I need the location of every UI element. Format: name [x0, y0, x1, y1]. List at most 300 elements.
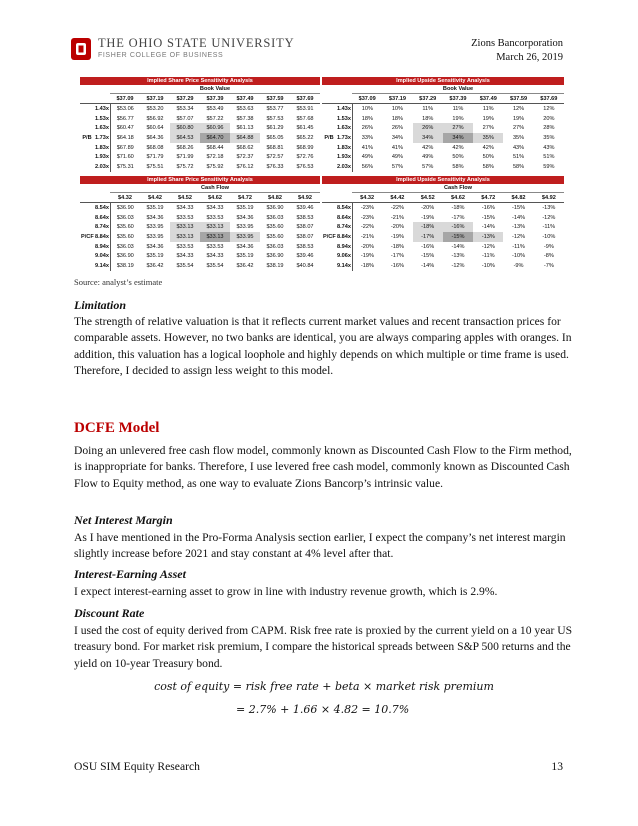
table-row — [80, 261, 320, 271]
table-axis-side-label: P/CF — [323, 233, 336, 240]
column-header: $4.32 — [352, 193, 382, 203]
table-cell: $35.60 — [266, 224, 284, 231]
table-cell: $68.08 — [146, 144, 164, 151]
table-cell: $36.03 — [116, 214, 134, 221]
table-cell: $61.13 — [236, 125, 254, 132]
table-row — [322, 242, 564, 252]
table-axis-side-label — [322, 222, 336, 232]
table-row — [80, 162, 320, 172]
table-cell: $36.90 — [266, 204, 284, 211]
table-cell: 43% — [512, 144, 525, 151]
table-cell: -11% — [542, 224, 556, 231]
sensitivity-grid — [80, 94, 320, 172]
table-row — [80, 123, 320, 133]
column-header: $4.32 — [110, 193, 140, 203]
table-axis-side-label — [322, 123, 336, 133]
table-cell: -14% — [512, 214, 526, 221]
table-cell: $56.77 — [116, 115, 134, 122]
table-cell: 49% — [422, 154, 434, 161]
table-cell: $61.45 — [296, 125, 314, 132]
table-row — [322, 114, 564, 124]
table-cell: $34.33 — [176, 204, 194, 211]
table-cell: $53.63 — [236, 105, 254, 112]
table-cell: 35% — [473, 133, 503, 143]
table-cell: 56% — [361, 163, 373, 170]
pb-price-sensitivity-table — [80, 77, 320, 172]
row-header: 8.74x — [337, 224, 351, 231]
table-cell: $76.33 — [266, 163, 284, 170]
table-cell: $72.37 — [236, 154, 254, 161]
row-header: 1.43x — [94, 104, 110, 114]
table-cell: -15% — [481, 214, 495, 221]
table-row — [322, 123, 564, 133]
table-cell: $72.57 — [266, 154, 284, 161]
interest-earning-asset-heading: Interest-Earning Asset — [74, 567, 186, 581]
table-axis-top-label: Cash Flow — [352, 184, 564, 193]
table-cell: 11% — [482, 105, 494, 112]
table-axis-side-label — [322, 261, 336, 271]
table-axis-side-label — [80, 242, 94, 252]
table-cell: 26% — [413, 123, 443, 133]
table-cell: $38.19 — [116, 262, 134, 269]
row-header: 9.14x — [337, 262, 351, 269]
table-corner-cell — [336, 193, 352, 203]
table-cell: $34.36 — [146, 214, 164, 221]
table-cell: -20% — [421, 204, 435, 211]
table-cell: $53.06 — [116, 105, 134, 112]
table-cell: $33.53 — [206, 243, 224, 250]
table-cell: 51% — [512, 154, 525, 161]
table-cell: -17% — [413, 232, 443, 242]
table-cell: -20% — [360, 243, 374, 250]
table-cell: $36.90 — [116, 204, 134, 211]
row-header: 1.83x — [95, 144, 109, 151]
table-cell: $60.47 — [116, 125, 134, 132]
table-cell: 18% — [391, 115, 404, 122]
table-title-band: Implied Upside Sensitivity Analysis — [322, 176, 564, 184]
table-cell: $56.92 — [146, 115, 164, 122]
table-cell: $71.60 — [116, 154, 134, 161]
table-row — [322, 251, 564, 261]
table-cell: $35.19 — [146, 204, 164, 211]
table-cell: 27% — [443, 123, 473, 133]
table-axis-side-label — [322, 152, 336, 162]
table-cell: $64.88 — [230, 133, 260, 143]
table-cell: $76.53 — [296, 163, 314, 170]
table-row — [80, 222, 320, 232]
table-cell: -18% — [360, 262, 374, 269]
table-cell: -10% — [481, 262, 495, 269]
table-axis-side-label — [80, 261, 94, 271]
table-cell: $61.29 — [266, 125, 284, 132]
row-header: 1.63x — [337, 125, 351, 132]
column-header: $37.09 — [110, 94, 140, 104]
table-cell: -22% — [390, 204, 404, 211]
interest-earning-asset-paragraph: I expect interest-earning asset to grow in line with industry revenue growth, which is 2.9%. — [74, 585, 498, 598]
table-cell: $33.13 — [170, 232, 200, 242]
table-axis-side-label — [322, 114, 336, 124]
table-row — [322, 232, 564, 242]
table-cell: 58% — [452, 163, 464, 170]
table-cell: $35.60 — [116, 224, 134, 231]
table-cell: 50% — [482, 154, 494, 161]
row-header: 8.64x — [95, 214, 109, 221]
table-cell: $36.03 — [266, 243, 284, 250]
table-cell: $34.36 — [236, 243, 254, 250]
table-cell: -20% — [390, 224, 404, 231]
table-cell: $75.31 — [116, 163, 134, 170]
table-axis-side-label: P/B — [82, 134, 92, 141]
sensitivity-grid — [322, 94, 564, 172]
net-interest-margin-paragraph: As I have mentioned in the Pro-Forma Analysis section earlier, I expect the company’s net interest margin slightly increase before 2021 and stay constant at 4% level after that. — [74, 531, 566, 561]
table-row — [80, 133, 320, 143]
table-cell: -17% — [451, 214, 465, 221]
column-header: $37.59 — [260, 94, 290, 104]
table-cell: 12% — [512, 105, 525, 112]
table-cell: $53.91 — [296, 105, 314, 112]
table-cell: -23% — [360, 214, 374, 221]
column-header: $37.69 — [534, 94, 564, 104]
discount-rate-heading: Discount Rate — [74, 606, 145, 620]
limitation-heading: Limitation — [74, 298, 127, 312]
table-header-row — [80, 193, 320, 203]
table-row — [322, 203, 564, 213]
pcf-price-sensitivity-table — [80, 176, 320, 271]
table-cell: -15% — [421, 253, 435, 260]
table-row — [322, 104, 564, 114]
column-header: $4.82 — [260, 193, 290, 203]
table-cell: 19% — [452, 115, 464, 122]
table-cell: 42% — [452, 144, 464, 151]
table-row — [322, 133, 564, 143]
table-cell: 42% — [422, 144, 434, 151]
table-axis-side-label — [80, 203, 94, 213]
table-cell: -16% — [443, 222, 473, 232]
table-cell: $35.60 — [266, 233, 284, 240]
row-header: 9.04x — [95, 253, 109, 260]
table-cell: -15% — [443, 232, 473, 242]
row-header: 8.74x — [95, 224, 109, 231]
table-cell: 58% — [512, 163, 525, 170]
table-axis-side-label — [322, 213, 336, 223]
source-note: Source: analyst’s estimate — [74, 277, 163, 287]
table-cell: $57.68 — [296, 115, 314, 122]
table-cell: -11% — [512, 243, 525, 250]
table-cell: -21% — [390, 214, 404, 221]
table-cell: $38.53 — [296, 214, 314, 221]
table-cell: -14% — [421, 262, 435, 269]
row-header: 8.94x — [95, 243, 109, 250]
column-header: $37.39 — [200, 94, 230, 104]
university-name: THE OHIO STATE UNIVERSITY — [98, 36, 295, 50]
table-cell: $35.19 — [236, 253, 254, 260]
table-cell: -14% — [451, 243, 465, 250]
table-cell: -18% — [390, 243, 404, 250]
row-header: 8.84x — [337, 233, 351, 240]
table-cell: 59% — [543, 163, 555, 170]
column-header: $4.42 — [140, 193, 170, 203]
table-cell: $33.13 — [200, 232, 230, 242]
table-cell: -23% — [360, 204, 374, 211]
table-corner-cell — [94, 193, 110, 203]
table-cell: 18% — [422, 115, 434, 122]
table-cell: 10% — [391, 105, 404, 112]
column-header: $37.29 — [170, 94, 200, 104]
table-cell: 26% — [391, 125, 404, 132]
table-cell: $33.53 — [176, 243, 194, 250]
ohio-state-logo-icon — [70, 37, 92, 61]
table-title-band: Implied Upside Sensitivity Analysis — [322, 77, 564, 85]
table-cell: $64.53 — [170, 133, 200, 143]
column-header: $4.92 — [290, 193, 320, 203]
table-cell: $57.07 — [176, 115, 194, 122]
row-header: 1.73x — [337, 134, 351, 141]
table-row — [80, 251, 320, 261]
table-cell: 19% — [482, 115, 494, 122]
sensitivity-grid — [80, 193, 320, 271]
table-cell: 41% — [391, 144, 404, 151]
table-cell: $60.96 — [200, 123, 230, 133]
company-name: Zions Bancorporation — [471, 38, 563, 49]
table-cell: -12% — [542, 214, 556, 221]
table-cell: 19% — [512, 115, 525, 122]
table-cell: 57% — [391, 163, 404, 170]
table-cell: $57.38 — [236, 115, 254, 122]
table-cell: $36.42 — [236, 262, 254, 269]
column-header: $37.39 — [443, 94, 473, 104]
table-cell: $35.54 — [206, 262, 224, 269]
table-cell: 28% — [543, 125, 555, 132]
table-cell: $72.76 — [296, 154, 314, 161]
table-axis-side-label — [322, 104, 336, 114]
table-corner-cell — [94, 94, 110, 104]
table-cell: 50% — [452, 154, 464, 161]
table-cell: $75.92 — [206, 163, 224, 170]
table-cell: $57.22 — [206, 115, 224, 122]
table-cell: $34.33 — [176, 253, 194, 260]
row-header: 8.84x — [95, 233, 109, 240]
table-cell: $68.99 — [296, 144, 314, 151]
column-header: $4.62 — [200, 193, 230, 203]
column-header: $37.49 — [473, 94, 503, 104]
table-header-row — [322, 193, 564, 203]
table-cell: $36.42 — [146, 262, 164, 269]
table-row — [322, 162, 564, 172]
table-axis-side-label — [322, 203, 336, 213]
table-cell: $36.03 — [116, 243, 134, 250]
table-cell: $67.89 — [116, 144, 134, 151]
table-row — [322, 261, 564, 271]
table-row — [80, 213, 320, 223]
table-cell: $33.13 — [170, 222, 200, 232]
row-header: 1.63x — [95, 125, 109, 132]
page-number: 13 — [551, 760, 563, 773]
table-cell: -19% — [390, 233, 404, 240]
table-title-band: Implied Share Price Sensitivity Analysis — [80, 77, 320, 85]
table-axis-top-label: Book Value — [110, 85, 320, 94]
table-cell: 49% — [391, 154, 404, 161]
table-cell: 10% — [361, 105, 373, 112]
table-row — [322, 222, 564, 232]
table-cell: $53.49 — [206, 105, 224, 112]
table-cell: -10% — [512, 253, 526, 260]
table-cell: 41% — [361, 144, 373, 151]
column-header: $37.49 — [230, 94, 260, 104]
table-axis-side-label — [80, 114, 94, 124]
row-header: 9.14x — [95, 262, 109, 269]
row-header: 1.73x — [95, 134, 109, 141]
table-cell: $40.84 — [296, 262, 314, 269]
table-cell: 35% — [512, 134, 525, 141]
table-cell: 20% — [543, 115, 555, 122]
table-corner-cell — [336, 94, 352, 104]
table-axis-side-label — [322, 242, 336, 252]
table-axis-side-label — [322, 143, 336, 153]
table-axis-side-label — [80, 143, 94, 153]
column-header: $37.19 — [382, 94, 412, 104]
table-axis-side-label — [322, 251, 336, 261]
table-cell: 51% — [543, 154, 555, 161]
table-cell: -16% — [421, 243, 435, 250]
table-row — [80, 104, 320, 114]
table-axis-side-label — [80, 251, 94, 261]
table-cell: -17% — [390, 253, 404, 260]
table-cell: $33.53 — [176, 214, 194, 221]
table-cell: $33.95 — [146, 233, 164, 240]
table-axis-side-label — [80, 152, 94, 162]
table-axis-side-label — [322, 162, 336, 172]
column-header: $4.82 — [503, 193, 533, 203]
table-cell: 11% — [452, 105, 464, 112]
table-row — [80, 152, 320, 162]
table-axis-side-label — [80, 222, 94, 232]
table-cell: 49% — [361, 154, 373, 161]
row-header: 1.53x — [337, 115, 351, 122]
table-cell: $68.62 — [236, 144, 254, 151]
table-cell: 27% — [482, 125, 494, 132]
column-header: $37.69 — [290, 94, 320, 104]
sensitivity-grid — [322, 193, 564, 271]
table-cell: $57.53 — [266, 115, 284, 122]
table-cell: $53.77 — [266, 105, 284, 112]
table-row — [80, 242, 320, 252]
table-cell: $36.90 — [266, 253, 284, 260]
table-row — [80, 203, 320, 213]
cost-of-equity-formula: cost of equity = risk free rate + beta × market risk premium — [154, 680, 494, 693]
table-corner-cell — [80, 94, 94, 104]
table-cell: -13% — [473, 232, 503, 242]
table-cell: -11% — [481, 253, 495, 260]
table-cell: $33.53 — [206, 214, 224, 221]
table-cell: -15% — [512, 204, 526, 211]
table-cell: $60.64 — [146, 125, 164, 132]
cost-of-equity-calculation: = 2.7% + 1.66 × 4.82 = 10.7% — [236, 703, 410, 716]
column-header: $37.29 — [413, 94, 443, 104]
table-cell: -22% — [360, 224, 374, 231]
table-cell: $39.46 — [296, 253, 314, 260]
table-axis-side-label — [80, 162, 94, 172]
table-cell: 58% — [482, 163, 494, 170]
table-cell: -9% — [513, 262, 524, 269]
table-cell: $38.19 — [266, 262, 284, 269]
column-header: $4.92 — [534, 193, 564, 203]
limitation-paragraph: The strength of relative valuation is that it reflects current market values and recent transaction prices for comparable assets. However, no two banks are identical, you are always comparing apples with oranges. In addition, this valuation has a logical loophole and highly depends on which multiple or time frame is used. Therefore, I decided to assign less weight to this model. — [74, 315, 572, 378]
table-cell: $34.33 — [206, 253, 224, 260]
table-cell: 12% — [543, 105, 555, 112]
row-header: 1.43x — [336, 104, 352, 114]
table-cell: 27% — [512, 125, 525, 132]
table-header-row — [80, 94, 320, 104]
table-cell: 42% — [482, 144, 494, 151]
table-cell: $35.19 — [236, 204, 254, 211]
table-cell: $39.46 — [296, 204, 314, 211]
table-cell: 57% — [422, 163, 434, 170]
table-axis-top-label: Cash Flow — [110, 184, 320, 193]
row-header: 2.03x — [337, 163, 351, 170]
column-header: $4.52 — [413, 193, 443, 203]
table-row — [322, 213, 564, 223]
table-cell: $71.99 — [176, 154, 194, 161]
table-cell: $68.44 — [206, 144, 224, 151]
table-cell: 34% — [413, 133, 443, 143]
discount-rate-paragraph: I used the cost of equity derived from CAPM. Risk free rate is proxied by the current yield on a 10 year US treasury bond. For market risk premium, I compare the historical spreads between S&P 500 returns and the yield on 10-year Treasury bond. — [74, 624, 573, 670]
table-cell: -13% — [451, 253, 465, 260]
row-header: 1.93x — [95, 154, 109, 161]
table-cell: -13% — [512, 224, 526, 231]
table-cell: -16% — [481, 204, 495, 211]
table-cell: 35% — [543, 134, 555, 141]
column-header: $4.62 — [443, 193, 473, 203]
row-header: 1.83x — [337, 144, 351, 151]
table-row — [322, 143, 564, 153]
table-cell: -14% — [481, 224, 495, 231]
table-cell: $75.51 — [146, 163, 164, 170]
table-cell: -10% — [542, 233, 556, 240]
table-corner-cell — [80, 193, 94, 203]
table-cell: $35.54 — [176, 262, 194, 269]
table-cell: 18% — [361, 115, 373, 122]
row-header: 8.54x — [336, 203, 352, 213]
net-interest-margin-heading: Net Interest Margin — [74, 513, 173, 527]
row-header: 8.94x — [337, 243, 351, 250]
table-row — [80, 114, 320, 124]
table-cell: $34.33 — [206, 204, 224, 211]
table-cell: $64.18 — [116, 134, 134, 141]
table-axis-side-label: P/B — [324, 134, 334, 141]
table-cell: -19% — [421, 214, 435, 221]
table-cell: 34% — [443, 133, 473, 143]
table-cell: -16% — [390, 262, 404, 269]
row-header: 1.53x — [95, 115, 109, 122]
table-cell: $33.95 — [236, 224, 254, 231]
table-cell: $34.36 — [146, 243, 164, 250]
table-cell: -13% — [542, 204, 556, 211]
table-cell: $72.18 — [206, 154, 224, 161]
table-cell: $35.60 — [116, 233, 134, 240]
table-corner-cell — [322, 94, 336, 104]
report-date: March 26, 2019 — [496, 52, 563, 63]
table-title-band: Implied Share Price Sensitivity Analysis — [80, 176, 320, 184]
row-header: 8.64x — [337, 214, 351, 221]
table-cell: -8% — [543, 253, 554, 260]
table-cell: $65.05 — [266, 134, 284, 141]
table-cell: $33.95 — [146, 224, 164, 231]
row-header: 9.06x — [337, 253, 351, 260]
table-cell: $38.07 — [296, 224, 314, 231]
table-cell: $71.79 — [146, 154, 164, 161]
table-axis-side-label — [80, 123, 94, 133]
column-header: $37.19 — [140, 94, 170, 104]
